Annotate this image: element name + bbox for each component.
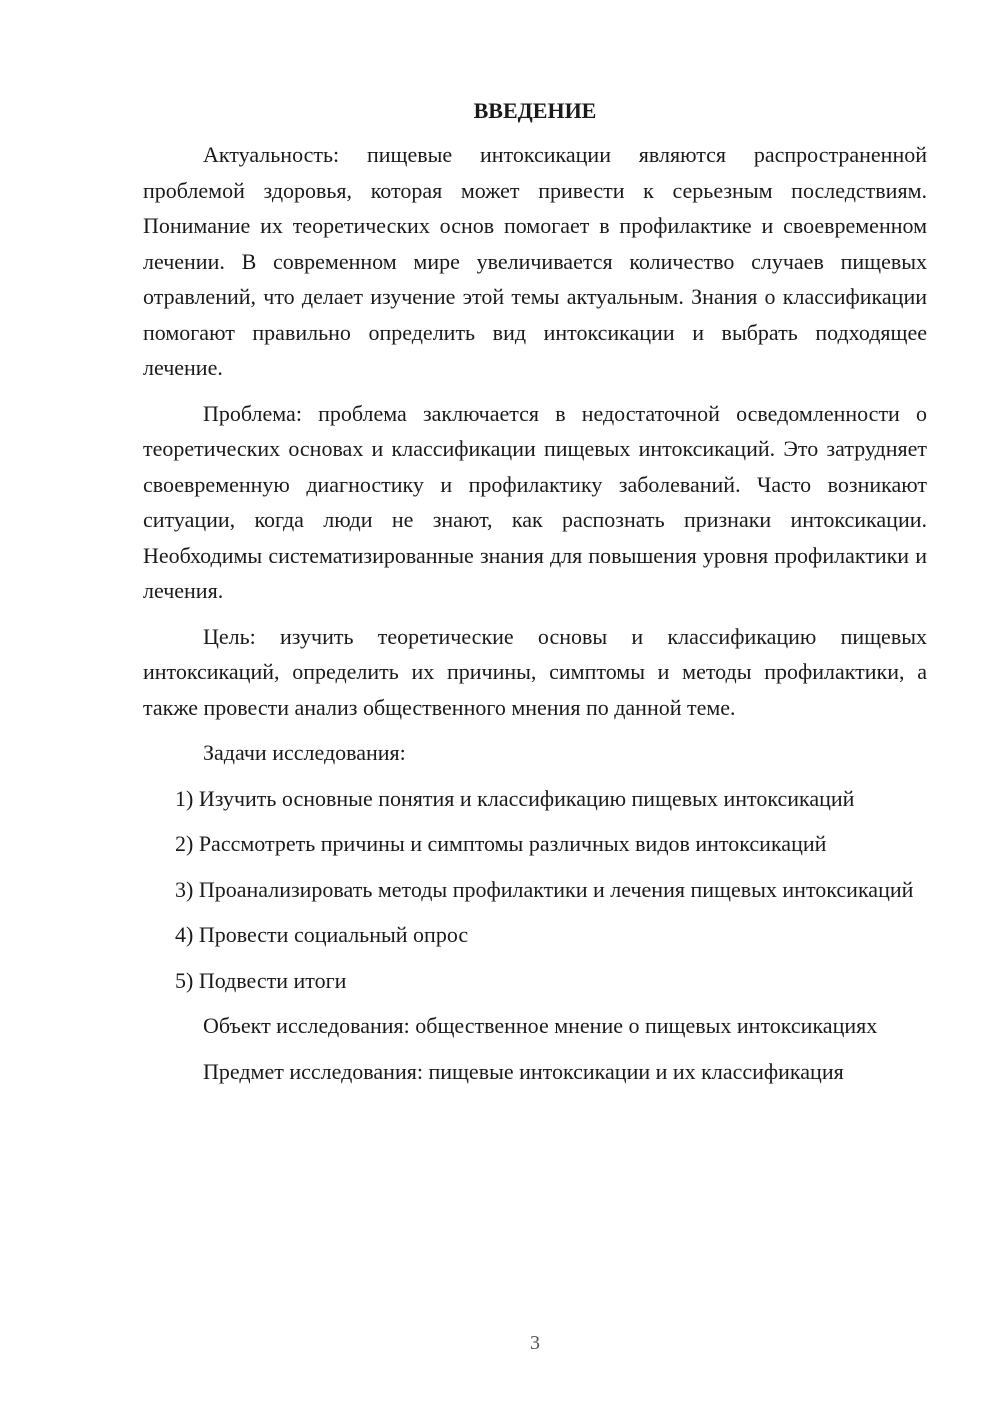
section-heading: ВВЕДЕНИЕ [473, 98, 597, 123]
list-item: 3) Проанализировать методы профилактики и лечения пищевых интоксикаций [175, 876, 914, 902]
tasks-list [143, 781, 927, 999]
list-item: 1) Изучить основные понятия и классификацию пищевых интоксикаций [175, 785, 855, 811]
research-subject-paragraph: Предмет исследования: пищевые интоксикации и их классификация [203, 1058, 844, 1084]
list-item: 2) Рассмотреть причины и симптомы различных видов интоксикаций [175, 831, 827, 856]
page-number: 3 [530, 1332, 540, 1354]
document-page [143, 93, 927, 1099]
problem-paragraph: Проблема: проблема заключается в недостаточной осведомленности о теоретических основах и классификации пищевых интоксикаций. Это затрудняет своевременную диагностику и профилактику заболеваний. Часто возникают ситуации, когда люди не знают, как распознать признаки интоксикации. Необходимы систематизированные знания для повышения уровня профилактики и лечения. [143, 400, 927, 603]
tasks-label: Задачи исследования: [203, 740, 406, 765]
research-object-paragraph: Объект исследования: общественное мнение о пищевых интоксикациях [203, 1013, 878, 1038]
goal-paragraph: Цель: изучить теоретические основы и классификацию пищевых интоксикаций, определить их причины, симптомы и методы профилактики, а также провести анализ общественного мнения по данной теме. [143, 623, 927, 720]
list-item: 4) Провести социальный опрос [175, 922, 469, 947]
relevance-paragraph: Актуальность: пищевые интоксикации являются распространенной проблемой здоровья, которая может привести к серьезным последствиям. Понимание их теоретических основ помогает в профилактике и своевременном лечении. В современном мире увеличивается количество случаев пищевых отравлений, что делает изучение этой темы актуальным. Знания о классификации помогают правильно определить вид интоксикации и выбрать подходящее лечение. [143, 142, 927, 380]
list-item: 5) Подвести итоги [175, 967, 347, 993]
